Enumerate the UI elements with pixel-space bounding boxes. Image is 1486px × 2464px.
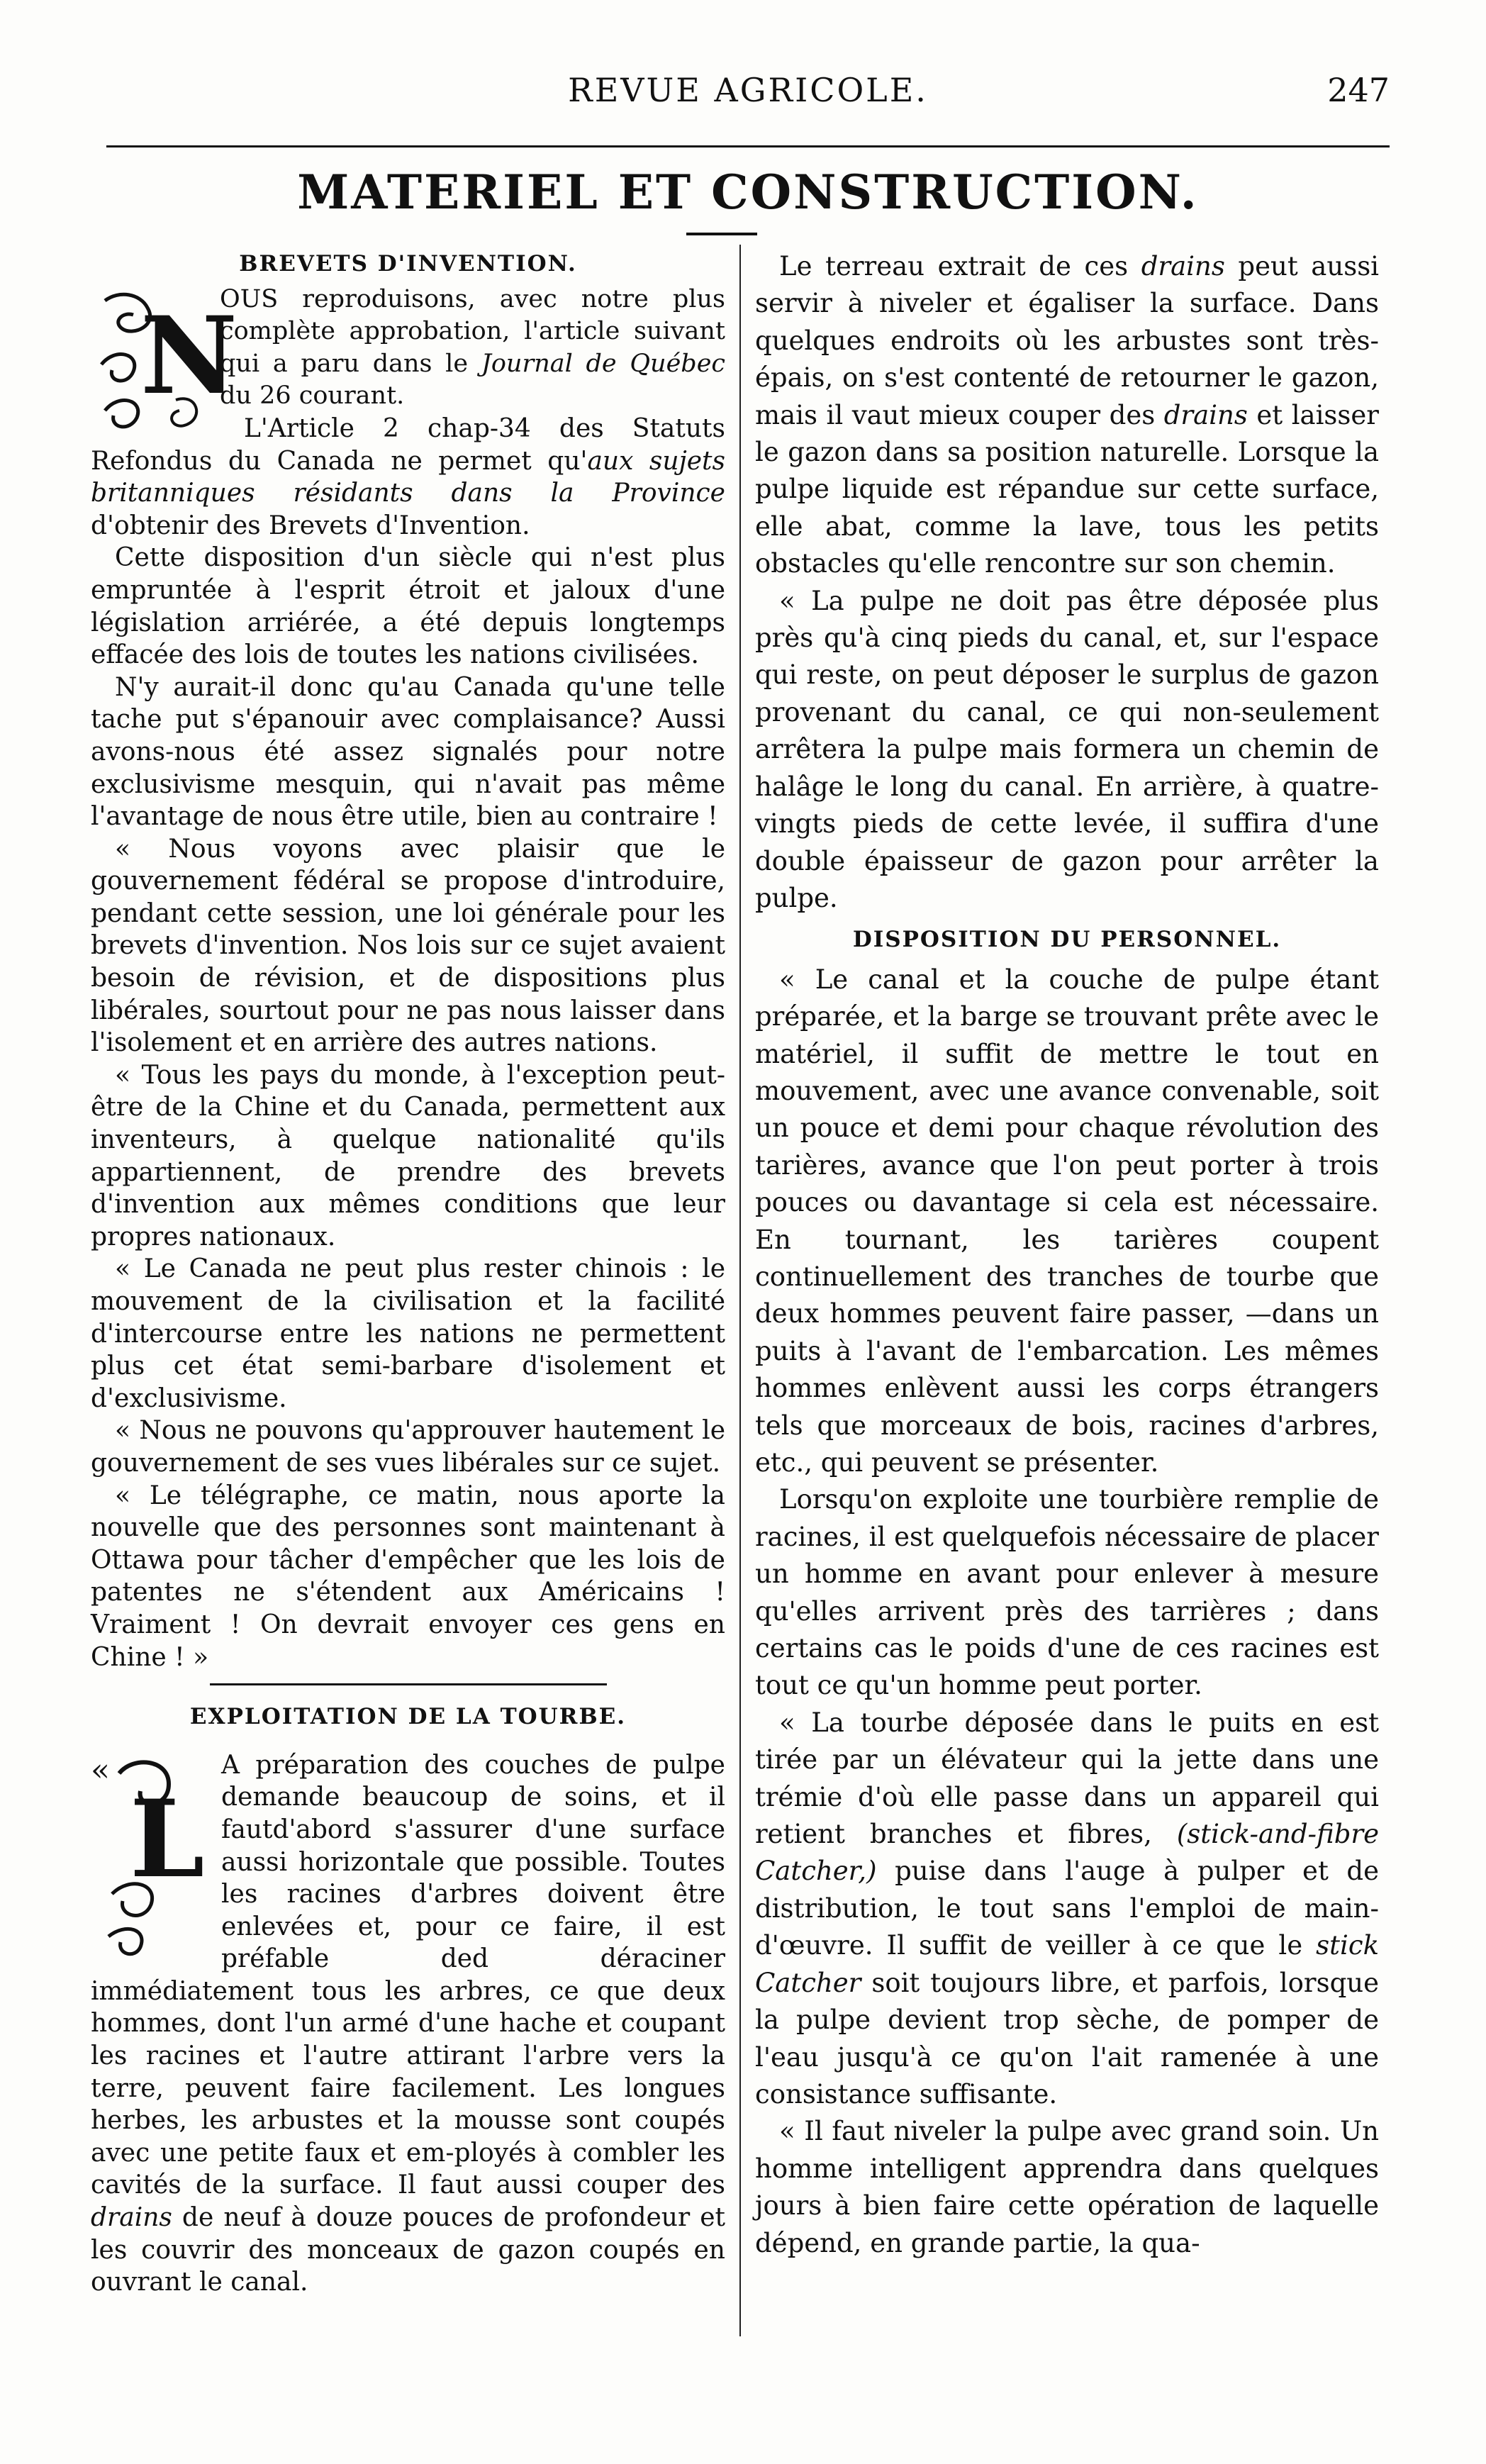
brevets-p2-a: L'Article 2 chap-34 des Statuts Refondus du Canada ne permet qu' [91, 413, 725, 476]
brevets-paragraph-7: « Le Canada ne peut plus rester chinois : le mouvement de la civilisation et la facilité d'intercourse entre les nations ne permettent plus cet état semi-barbare d'isolement et d'exclusivisme. [91, 1254, 725, 1413]
right-p1-drains: drains [1141, 251, 1225, 281]
right-paragraph-3: « Le canal et la couche de pulpe étant préparée, et la barge se trouvant prête avec le matériel, il suffit de mettre le tout en mouvement, avec une avance convenable, soit un pouce et demi pour chaque révolution des tarières, avance que l'on peut porter à trois pouces ou davantage si cela est nécessaire. En tournant, les tarières coupent continuellement des tranches de tourbe que deux hommes peuvent faire passer, —dans un puits à l'avant de l'embarcation. Les mêmes hommes enlèvent aussi les corps étrangers tels que morceaux de bois, racines d'arbres, etc., qui peuvent se présenter. [755, 964, 1379, 1478]
dropcap-letter: N [140, 293, 238, 418]
right-p1-a: Le terreau extrait de ces [779, 251, 1141, 281]
brevets-paragraph-8: « Nous ne pouvons qu'approuver hautement le gouvernement de ses vues libérales sur ce sujet. [91, 1416, 725, 1478]
brevets-heading: BREVETS D'INVENTION. [239, 251, 577, 277]
brevets-paragraph-4: N'y aurait-il donc qu'au Canada qu'une telle tache put s'épanouir avec complaisance? Aussi avons-nous été assez signalés pour notre exclusivisme mesquin, qui n'avait pas même l'avantage de nous être utile, bien au contraire ! [91, 672, 725, 832]
ornate-dropcap-l-icon [91, 1752, 211, 1965]
right-p1-b: peut aussi servir à niveler et égaliser la surface. Dans quelques endroits où les arbustes sont très-épais, on s'est contenté de retourner le gazon, mais il vaut mieux couper des [755, 251, 1380, 430]
right-p5-a: « La tourbe déposée dans le puits en est tirée par un élévateur qui la jette dans une trémie d'où elle passe dans un appareil qui retient branches et fibres, [755, 1707, 1379, 1850]
ornate-dropcap-l [91, 1752, 211, 1965]
right-p1-c: et laisser le gazon dans sa position naturelle. Lorsque la pulpe liquide est répandue sur cette surface, elle abat, comme la lave, tous les petits obstacles qu'elle rencontre sur son chemin. [755, 399, 1379, 579]
brevets-paragraph-3: Cette disposition d'un siècle qui n'est plus empruntée à l'esprit étroit et jaloux d'une législation arriérée, a été depuis longtemps effacée des lois de toutes les nations civilisées. [91, 543, 725, 670]
tourbe-p1-tail: de neuf à douze pouces de profondeur et les couvrir des monceaux de gazon coupés en ouvrant le canal. [91, 2203, 725, 2297]
right-paragraph-6: « Il faut niveler la pulpe avec grand soin. Un homme intelligent apprendra dans quelques jours à bien faire cette opération de laquelle dépend, en grande partie, la qua- [755, 2116, 1379, 2258]
running-head [106, 71, 1390, 128]
tourbe-heading: EXPLOITATION DE LA TOURBE. [189, 1704, 627, 1730]
right-paragraph-4: Lorsqu'on exploite une tourbière remplie de racines, il est quelquefois nécessaire de placer un homme en avant pour enlever à mesure qu'elles arrivent près des tarrières ; dans certains cas le poids d'une de ces racines est tout ce qu'un homme peut porter. [755, 1484, 1379, 1701]
section-separator-rule [210, 1683, 607, 1685]
header-rule [106, 145, 1390, 147]
section-title: MATERIEL ET CONSTRUCTION. [297, 165, 1199, 220]
right-paragraph-5 [755, 1705, 1379, 2113]
brevets-p1-journal: Journal de Québec [481, 349, 726, 378]
running-title: REVUE AGRICOLE. [568, 71, 928, 109]
right-column [755, 248, 1379, 2262]
brevets-p2-b: d'obtenir des Brevets d'Invention. [91, 511, 530, 540]
brevets-p2-italic: aux sujets britanniques résidants dans la Province [91, 446, 725, 508]
right-paragraph-2: « La pulpe ne doit pas être déposée plus près qu'à cinq pieds du canal, et, sur l'espace qui reste, on peut déposer le surplus de gazon provenant du canal, ce qui non-seulement arrêtera la pulpe mais formera un chemin de halâge le long du canal. En arrière, à quatre-vingts pieds de cette levée, il suffira d'une double épaisseur de gazon pour arrêter la pulpe. [755, 585, 1379, 913]
ornate-dropcap-n-icon [91, 286, 238, 439]
right-p5-stick: stick Catcher [755, 1930, 1379, 1998]
right-p5-italic: (stick-and-fibre Catcher,) [755, 1819, 1379, 1887]
right-p1-drains2: drains [1163, 399, 1248, 430]
dropcap-letter-l: L [130, 1776, 205, 1902]
brevets-paragraph-6: « Tous les pays du monde, à l'exception peut-être de la Chine et du Canada, permettent aux inventeurs, à quelque nationalité qu'ils appartiennent, de prendre des brevets d'invention aux mêmes conditions que leur propres nationaux. [91, 1060, 725, 1251]
brevets-p1-tail: du 26 courant. [220, 381, 405, 411]
dropcap-open-quote: « [91, 1751, 110, 1788]
right-p5-c: soit toujours libre, et parfois, lorsque la pulpe devient trop sèche, de pomper de l'eau jusqu'à ce qu'on l'ait ramenée à une consistance suffisante. [755, 1967, 1379, 2109]
tourbe-p1-drains: drains [91, 2203, 172, 2233]
brevets-paragraph-5: « Nous voyons avec plaisir que le gouvernement fédéral se propose d'introduire, pendant cette session, une loi générale pour les brevets d'invention. Nos lois sur ce sujet avaient besoin de révision, et de dispositions plus libérales, sourtout pour ne pas nous laisser dans l'isolement et en arrière des autres nations. [91, 834, 725, 1058]
brevets-p1-lead: OUS reproduisons, avec notre plus complète approbation, l'article suivant qui a paru dans le [220, 284, 725, 378]
ornate-dropcap-n [91, 286, 238, 439]
title-rule [686, 233, 757, 235]
right-p5-b: puise dans l'auge à pulper et de distribution, le tout sans l'emploi de main-d'œuvre. Il suffit de veiller à ce que le [755, 1856, 1379, 1961]
tourbe-p1: A préparation des couches de pulpe demande beaucoup de soins, et il fautd'abord s'assurer d'une surface aussi horizontale que possible. Toutes les racines d'arbres doivent être enlevées et, pour ce faire, il est préfable ded déraciner immédiatement tous les arbres, ce que deux hommes, dont l'un armé d'une hache et coupant les racines et l'autre attirant l'arbre vers la terre, peuvent faire facilement. Les longues herbes, les arbustes et la mousse sont coupés avec une petite faux et em-ployés à combler les cavités de la surface. Il faut aussi couper des [91, 1750, 725, 2200]
column-divider [739, 245, 741, 2336]
personnel-heading: DISPOSITION DU PERSONNEL. [852, 927, 1282, 953]
right-paragraph-1 [755, 248, 1379, 583]
brevets-paragraph-9: « Le télégraphe, ce matin, nous aporte la nouvelle que des personnes sont maintenant à Ottawa pour tâcher d'empêcher que les lois de patentes ne s'étendent aux Américains ! Vraiment ! On devrait envoyer ces gens en Chine ! » [91, 1481, 725, 1672]
left-column [91, 248, 725, 2299]
page-number: 247 [1327, 71, 1390, 109]
